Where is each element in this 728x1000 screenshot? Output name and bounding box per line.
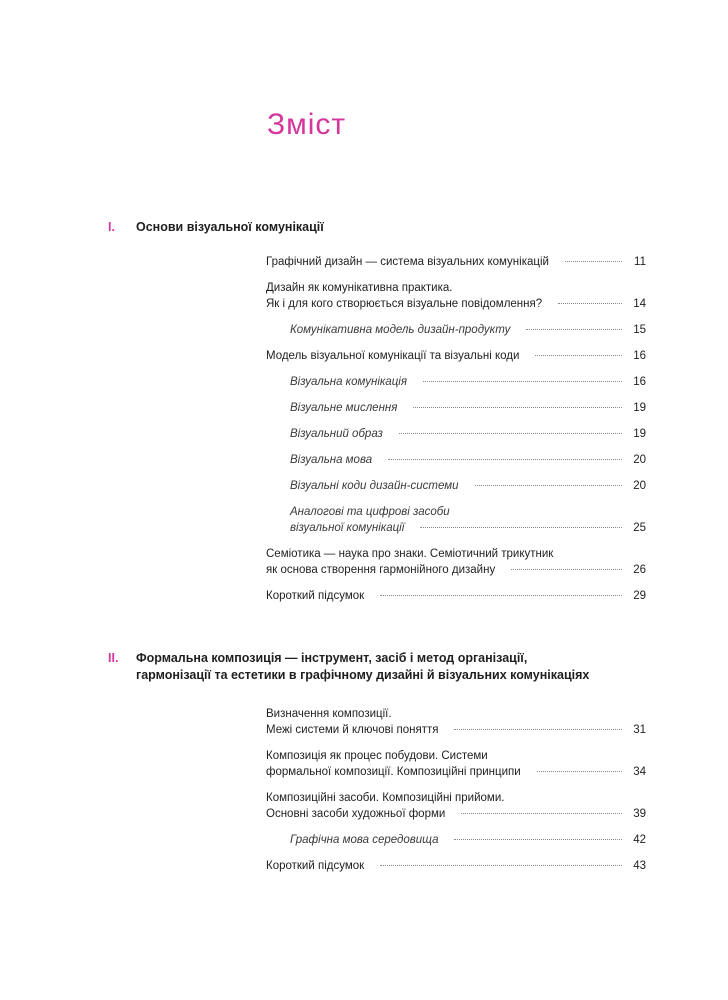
entry-title: Візуальний образ — [290, 428, 383, 440]
toc-entry[interactable] — [266, 348, 646, 364]
entry-title: візуальної комунікації — [290, 522, 405, 534]
dot-leader — [399, 433, 622, 434]
dot-leader — [565, 261, 622, 262]
page-number: 31 — [633, 724, 646, 736]
dot-leader — [475, 485, 622, 486]
entry-title: Композиційні засоби. Композиційні прийоми. — [266, 792, 505, 804]
toc-entry[interactable] — [266, 858, 646, 874]
dot-leader — [423, 381, 622, 382]
dot-leader — [413, 407, 622, 408]
page-number: 20 — [633, 480, 646, 492]
entry-title: Графічний дизайн — система візуальних комунікацій — [266, 256, 549, 268]
dot-leader — [537, 771, 622, 772]
part-heading — [108, 650, 668, 684]
toc-subentry[interactable] — [290, 374, 646, 390]
part-title-line: Основи візуальної комунікації — [136, 220, 324, 234]
toc-subentry[interactable] — [290, 322, 646, 338]
toc-part — [108, 650, 668, 884]
entry-title: Семіотика — наука про знаки. Семіотичний трикутник — [266, 548, 554, 560]
entry-title: Візуальні коди дизайн-системи — [290, 480, 459, 492]
page-number: 29 — [633, 590, 646, 602]
page-number: 39 — [633, 808, 646, 820]
entry-title: Межі системи й ключові поняття — [266, 724, 439, 736]
part-heading — [108, 219, 668, 236]
dot-leader — [511, 569, 622, 570]
part-title-line: гармонізації та естетики в графічному дизайні й візуальних комунікаціях — [136, 668, 590, 682]
entry-title: Дизайн як комунікативна практика. — [266, 282, 453, 294]
toc-entry[interactable] — [266, 748, 646, 780]
toc-entry[interactable] — [266, 588, 646, 604]
page-number: 43 — [633, 860, 646, 872]
entry-title: Графічна мова середовища — [290, 834, 439, 846]
entry-title: Визначення композиції. — [266, 708, 392, 720]
dot-leader — [454, 729, 622, 730]
page-number: 20 — [633, 454, 646, 466]
dot-leader — [461, 813, 622, 814]
page-number: 26 — [633, 564, 646, 576]
entry-title: як основа створення гармонійного дизайну — [266, 564, 496, 576]
page-number: 19 — [633, 402, 646, 414]
toc-entries — [266, 254, 646, 604]
page-title: Зміст — [267, 108, 347, 141]
toc-subentry[interactable] — [290, 452, 646, 468]
entry-title: Модель візуальної комунікації та візуальні коди — [266, 350, 520, 362]
page-number: 16 — [633, 376, 646, 388]
part-number: II. — [108, 651, 119, 665]
page-number: 19 — [633, 428, 646, 440]
part-title-line: Формальна композиція — інструмент, засіб і метод організації, — [136, 651, 528, 665]
page-number: 42 — [633, 834, 646, 846]
toc-entries — [266, 706, 646, 874]
page-number: 14 — [633, 298, 646, 310]
page-number: 25 — [633, 522, 646, 534]
part-number: I. — [108, 220, 115, 234]
dot-leader — [420, 527, 622, 528]
dot-leader — [526, 329, 622, 330]
toc-subentry[interactable] — [290, 426, 646, 442]
page-number: 15 — [633, 324, 646, 336]
entry-title: формальної композиції. Композиційні принципи — [266, 766, 521, 778]
dot-leader — [454, 839, 622, 840]
dot-leader — [380, 865, 622, 866]
page-number: 11 — [634, 256, 646, 268]
toc-subentry[interactable] — [290, 504, 646, 536]
entry-title: Комунікативна модель дизайн-продукту — [290, 324, 511, 336]
toc-part — [108, 219, 668, 614]
toc-entry[interactable] — [266, 280, 646, 312]
toc-subentry[interactable] — [290, 832, 646, 848]
entry-title: Короткий підсумок — [266, 860, 365, 872]
dot-leader — [558, 303, 622, 304]
dot-leader — [388, 459, 622, 460]
entry-title: Композиція як процес побудови. Системи — [266, 750, 488, 762]
page-number: 34 — [633, 766, 646, 778]
entry-title: Основні засоби художньої форми — [266, 808, 446, 820]
toc-subentry[interactable] — [290, 400, 646, 416]
toc-entry[interactable] — [266, 546, 646, 578]
entry-title: Короткий підсумок — [266, 590, 365, 602]
entry-title: Як і для кого створюється візуальне повідомлення? — [266, 298, 543, 310]
toc-subentry[interactable] — [290, 478, 646, 494]
entry-title: Візуальна мова — [290, 454, 373, 466]
dot-leader — [535, 355, 622, 356]
page-number: 16 — [633, 350, 646, 362]
entry-title: Аналогові та цифрові засоби — [290, 506, 450, 518]
entry-title: Візуальне мислення — [290, 402, 398, 414]
dot-leader — [380, 595, 622, 596]
toc-entry[interactable] — [266, 706, 646, 738]
toc-entry[interactable] — [266, 790, 646, 822]
toc-entry[interactable] — [266, 254, 646, 270]
entry-title: Візуальна комунікація — [290, 376, 407, 388]
